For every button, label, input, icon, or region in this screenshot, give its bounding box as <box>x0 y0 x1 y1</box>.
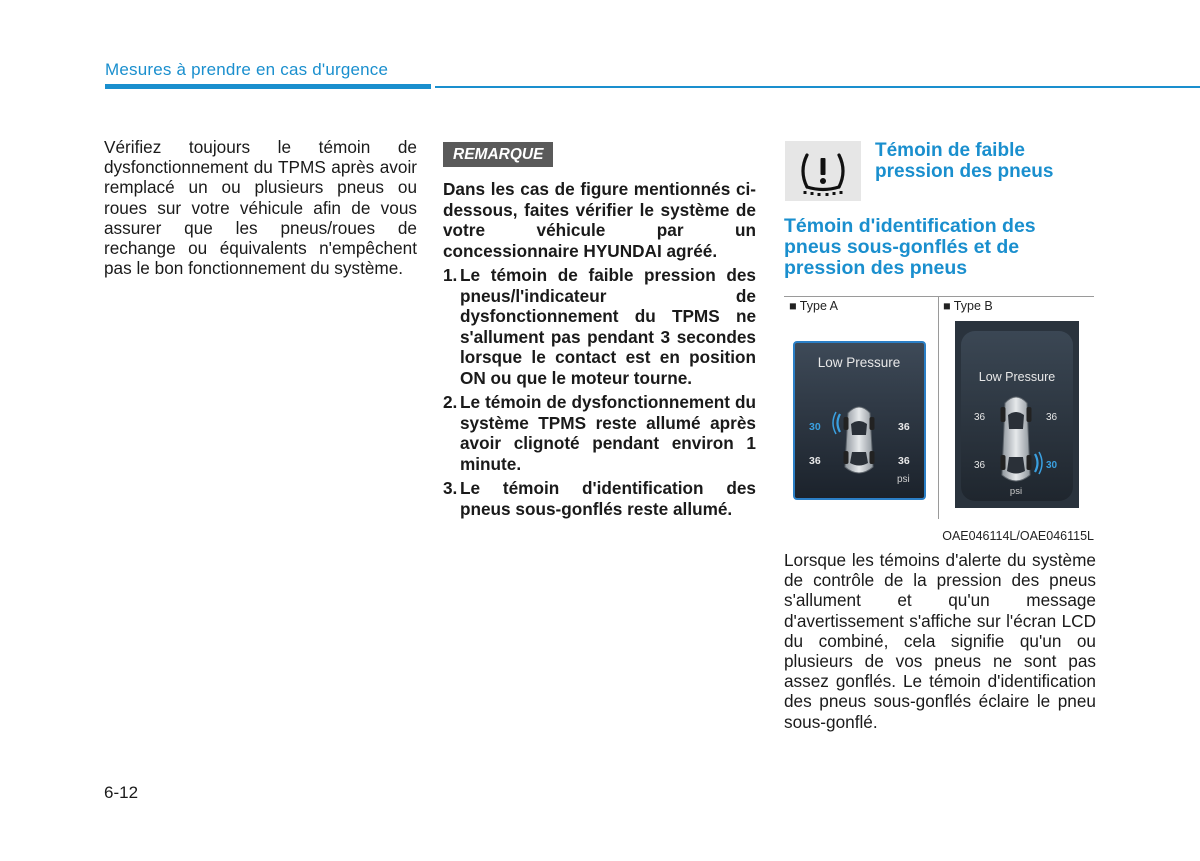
warning-explanation: Lorsque les témoins d'alerte du système de contrôle de la pression des pneus s'allument et qu'un message d'avertissement s'affiche sur l'écran LCD du combiné, cela signifie qu'un ou plusieurs de vos pneus ne sont pas assez gonflés. Le témoin d'identification des pneus sous-gonflés éclaire le pneu sous-gonflé. <box>784 550 1096 732</box>
panel-a-unit: psi <box>897 474 910 485</box>
panel-a-rear-left-pressure: 36 <box>809 455 821 467</box>
remark-item-number: 1. <box>443 265 458 285</box>
remark-block <box>443 142 756 519</box>
header-rule-line <box>435 86 1200 88</box>
remark-item <box>443 392 756 474</box>
figure <box>784 296 1094 545</box>
panel-b-title: Low Pressure <box>978 370 1056 384</box>
header-title: Mesures à prendre en cas d'urgence <box>105 60 389 79</box>
remark-intro: Dans les cas de figure mentionnés ci-dessous, faites vérifier le système de votre véhicule par un concessionnaire HYUNDAI agréé. <box>443 179 756 261</box>
heading-underinflated-id: Témoin d'identification des pneus sous-gonflés et de pression des pneus <box>784 215 1036 279</box>
panel-b-front-left-pressure: 36 <box>974 412 986 423</box>
panel-a-title: Low Pressure <box>817 355 901 370</box>
panel-b-rear-left-pressure: 36 <box>974 460 986 471</box>
page-number: 6-12 <box>104 783 139 802</box>
figure-caption: OAE046114L/OAE046115L <box>942 529 1094 543</box>
heading-low-pressure: Témoin de faible pression des pneus <box>875 140 1054 182</box>
remark-item-text: Le témoin de dysfonctionnement du système TPMS reste allumé après avoir clignoté pendant environ 1 minute. <box>460 392 756 474</box>
remark-item <box>443 265 756 388</box>
panel-a-front-left-pressure: 30 <box>809 421 821 433</box>
remark-badge: REMARQUE <box>443 142 553 167</box>
panel-b-front-right-pressure: 36 <box>1046 412 1058 423</box>
header-rule <box>105 84 431 89</box>
panel-b-unit: psi <box>1009 486 1023 497</box>
cluster-display-type-b <box>955 321 1079 508</box>
cluster-display-type-a <box>793 341 926 500</box>
remark-item-number: 2. <box>443 392 458 412</box>
figure-divider <box>938 297 939 519</box>
type-b-label: ■ Type B <box>943 299 993 313</box>
remark-item <box>443 478 756 519</box>
panel-a-front-right-pressure: 36 <box>898 421 910 433</box>
remark-item-number: 3. <box>443 478 458 498</box>
panel-b-rear-right-pressure: 30 <box>1046 460 1058 471</box>
type-a-label: ■ Type A <box>789 299 839 313</box>
panel-a-rear-right-pressure: 36 <box>898 455 910 467</box>
tpms-low-pressure-icon <box>785 141 861 201</box>
intro-paragraph: Vérifiez toujours le témoin de dysfonctionnement du TPMS après avoir remplacé un ou plusieurs pneus ou roues sur votre véhicule afin de vous assurer que les pneus/roues de rechange ou équivalents n'empêchent pas le bon fonctionnement du système. <box>104 137 417 279</box>
remark-item-text: Le témoin d'identification des pneus sous-gonflés reste allumé. <box>460 478 756 519</box>
remark-item-text: Le témoin de faible pression des pneus/l'indicateur de dysfonctionnement du TPMS ne s'allument pas pendant 3 secondes lorsque le contact est en position ON ou que le moteur tourne. <box>460 265 756 388</box>
